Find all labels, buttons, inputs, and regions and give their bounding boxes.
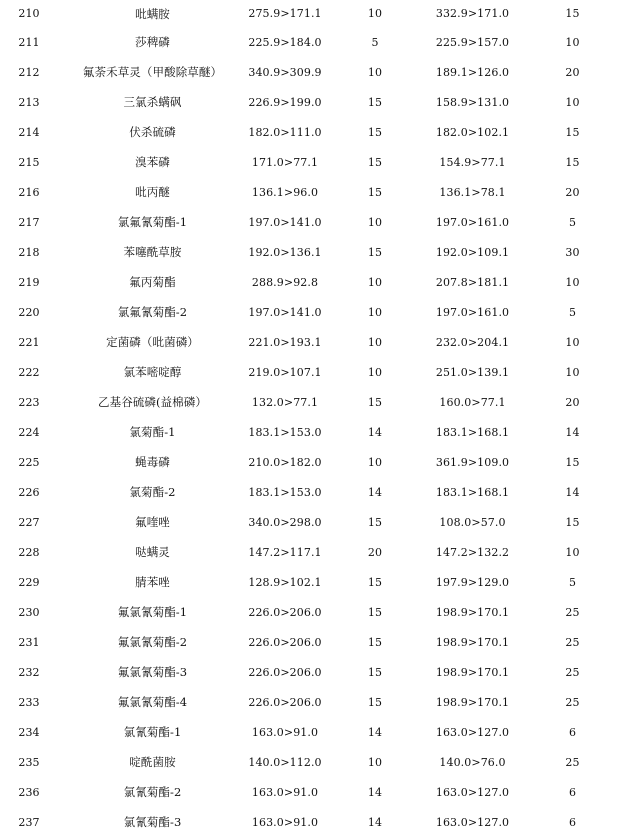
transition-1-cell: 340.9>309.9: [248, 65, 322, 79]
transition-2-cell: 147.2>132.2: [435, 545, 510, 559]
collision-energy-1-cell: 15: [367, 155, 383, 169]
transition-2-cell: 108.0>57.0: [439, 515, 506, 529]
table-row: [0, 417, 623, 447]
compound-name-cell: 哒螨灵: [135, 545, 170, 559]
collision-energy-1-cell: 14: [367, 785, 383, 799]
table-row: [0, 567, 623, 597]
table-row: [0, 147, 623, 177]
collision-energy-1-cell: 10: [367, 215, 383, 229]
collision-energy-1-cell: 14: [367, 725, 383, 739]
table-row: [0, 387, 623, 417]
row-number-cell: 235: [18, 755, 40, 769]
compound-name-cell: 氟氯氰菊酯-3: [117, 665, 188, 679]
collision-energy-2-cell: 25: [565, 605, 580, 619]
table-row: [0, 237, 623, 267]
transition-1-cell: 183.1>153.0: [248, 485, 322, 499]
row-number-cell: 215: [18, 155, 40, 169]
collision-energy-1-cell: 15: [367, 185, 383, 199]
transition-1-cell: 226.9>199.0: [248, 95, 322, 109]
collision-energy-1-cell: 10: [367, 755, 383, 769]
row-number-cell: 219: [18, 275, 40, 289]
collision-energy-2-cell: 10: [565, 275, 580, 289]
row-number-cell: 234: [18, 725, 40, 739]
table-row: [0, 477, 623, 507]
row-number-cell: 221: [18, 335, 40, 349]
transition-2-cell: 189.1>126.0: [435, 65, 510, 79]
transition-2-cell: 154.9>77.1: [439, 155, 506, 169]
collision-energy-1-cell: 15: [367, 125, 383, 139]
compound-name-cell: 氟氯氰菊酯-1: [117, 605, 188, 619]
collision-energy-1-cell: 15: [367, 605, 383, 619]
row-number-cell: 237: [18, 815, 40, 829]
transition-2-cell: 160.0>77.1: [439, 395, 506, 409]
table-row: [0, 0, 623, 27]
collision-energy-2-cell: 5: [568, 575, 577, 589]
row-number-cell: 220: [18, 305, 40, 319]
transition-1-cell: 140.0>112.0: [248, 755, 322, 769]
compound-name-cell: 氯氰菊酯-2: [123, 785, 182, 799]
table-row: [0, 357, 623, 387]
collision-energy-2-cell: 6: [568, 725, 577, 739]
compound-name-cell: 氯氟氰菊酯-2: [117, 305, 188, 319]
transition-2-cell: 163.0>127.0: [435, 815, 510, 829]
compound-name-cell: 定菌磷（吡菌磷）: [106, 335, 199, 349]
compound-name-cell: 三氯杀螨砜: [123, 95, 182, 109]
transition-1-cell: 210.0>182.0: [248, 455, 322, 469]
collision-energy-1-cell: 10: [367, 335, 383, 349]
transition-1-cell: 192.0>136.1: [248, 245, 322, 259]
compound-name-cell: 乙基谷硫磷(益棉磷）: [98, 395, 207, 409]
compound-name-cell: 氟丙菊酯: [129, 275, 176, 289]
row-number-cell: 229: [18, 575, 40, 589]
collision-energy-2-cell: 10: [565, 545, 580, 559]
row-number-cell: 233: [18, 695, 40, 709]
compound-name-cell: 氯菊酯-1: [129, 425, 176, 439]
transition-2-cell: 198.9>170.1: [435, 605, 510, 619]
collision-energy-2-cell: 10: [565, 365, 580, 379]
row-number-cell: 232: [18, 665, 40, 679]
transition-2-cell: 361.9>109.0: [435, 455, 510, 469]
row-number-cell: 223: [18, 395, 40, 409]
compound-name-cell: 氯氰菊酯-3: [123, 815, 182, 829]
row-number-cell: 225: [18, 455, 40, 469]
compound-name-cell: 氯菊酯-2: [129, 485, 176, 499]
collision-energy-2-cell: 25: [565, 635, 580, 649]
collision-energy-1-cell: 20: [367, 545, 383, 559]
transition-2-cell: 163.0>127.0: [435, 725, 510, 739]
transition-2-cell: 140.0>76.0: [439, 755, 506, 769]
compound-name-cell: 啶酰菌胺: [129, 755, 176, 769]
collision-energy-2-cell: 20: [565, 395, 580, 409]
table-row: [0, 717, 623, 747]
table-row: [0, 777, 623, 807]
transition-2-cell: 163.0>127.0: [435, 785, 510, 799]
transition-1-cell: 128.9>102.1: [248, 575, 322, 589]
table-row: [0, 87, 623, 117]
transition-2-cell: 332.9>171.0: [435, 7, 510, 20]
collision-energy-1-cell: 15: [367, 515, 383, 529]
transition-1-cell: 226.0>206.0: [248, 665, 322, 679]
row-number-cell: 230: [18, 605, 40, 619]
collision-energy-1-cell: 15: [367, 575, 383, 589]
table-row: [0, 747, 623, 777]
row-number-cell: 217: [18, 215, 40, 229]
row-number-cell: 236: [18, 785, 40, 799]
compound-name-cell: 吡丙醚: [135, 185, 170, 199]
row-number-cell: 211: [18, 35, 40, 49]
collision-energy-2-cell: 15: [565, 155, 580, 169]
collision-energy-1-cell: 10: [367, 275, 383, 289]
compound-name-cell: 吡螨胺: [135, 6, 170, 21]
collision-energy-1-cell: 10: [367, 455, 383, 469]
row-number-cell: 222: [18, 365, 40, 379]
transition-1-cell: 219.0>107.1: [248, 365, 322, 379]
table-row: [0, 57, 623, 87]
collision-energy-2-cell: 20: [565, 65, 580, 79]
transition-2-cell: 197.0>161.0: [435, 215, 510, 229]
transition-1-cell: 226.0>206.0: [248, 605, 322, 619]
compound-name-cell: 氯氰菊酯-1: [123, 725, 182, 739]
row-number-cell: 231: [18, 635, 40, 649]
collision-energy-2-cell: 15: [565, 455, 580, 469]
transition-1-cell: 163.0>91.0: [251, 725, 319, 739]
transition-1-cell: 340.0>298.0: [248, 515, 322, 529]
collision-energy-2-cell: 10: [565, 335, 580, 349]
collision-energy-2-cell: 5: [568, 305, 577, 319]
collision-energy-1-cell: 15: [367, 635, 383, 649]
collision-energy-2-cell: 6: [568, 815, 577, 829]
transition-2-cell: 197.0>161.0: [435, 305, 510, 319]
row-number-cell: 212: [18, 65, 40, 79]
collision-energy-2-cell: 14: [565, 425, 580, 439]
collision-energy-2-cell: 15: [565, 7, 580, 20]
compound-name-cell: 莎稗磷: [135, 35, 170, 49]
transition-2-cell: 158.9>131.0: [435, 95, 510, 109]
row-number-cell: 227: [18, 515, 40, 529]
transition-2-cell: 183.1>168.1: [435, 425, 510, 439]
collision-energy-2-cell: 10: [565, 35, 580, 49]
collision-energy-1-cell: 10: [367, 7, 383, 20]
collision-energy-2-cell: 25: [565, 695, 580, 709]
collision-energy-2-cell: 30: [565, 245, 580, 259]
collision-energy-2-cell: 5: [568, 215, 577, 229]
transition-1-cell: 226.0>206.0: [248, 695, 322, 709]
transition-1-cell: 225.9>184.0: [248, 35, 322, 49]
collision-energy-2-cell: 25: [565, 755, 580, 769]
collision-energy-1-cell: 15: [367, 665, 383, 679]
table-row: [0, 177, 623, 207]
collision-energy-1-cell: 14: [367, 485, 383, 499]
compound-name-cell: 氟喹唑: [135, 515, 170, 529]
collision-energy-1-cell: 10: [367, 65, 383, 79]
collision-energy-1-cell: 10: [367, 305, 383, 319]
compound-name-cell: 氯苯嘧啶醇: [123, 365, 182, 379]
collision-energy-2-cell: 14: [565, 485, 580, 499]
collision-energy-2-cell: 10: [565, 95, 580, 109]
collision-energy-1-cell: 15: [367, 395, 383, 409]
transition-2-cell: 198.9>170.1: [435, 695, 510, 709]
collision-energy-1-cell: 14: [367, 425, 383, 439]
compound-name-cell: 腈苯唑: [135, 575, 170, 589]
transition-2-cell: 183.1>168.1: [435, 485, 510, 499]
transition-1-cell: 147.2>117.1: [248, 545, 322, 559]
table-row: [0, 297, 623, 327]
transition-1-cell: 288.9>92.8: [251, 275, 319, 289]
collision-energy-1-cell: 15: [367, 695, 383, 709]
row-number-cell: 210: [18, 7, 40, 20]
table-row: [0, 447, 623, 477]
transition-1-cell: 275.9>171.1: [248, 7, 322, 20]
transition-2-cell: 197.9>129.0: [435, 575, 510, 589]
transition-1-cell: 163.0>91.0: [251, 785, 319, 799]
row-number-cell: 216: [18, 185, 40, 199]
collision-energy-1-cell: 15: [367, 95, 383, 109]
collision-energy-1-cell: 14: [367, 815, 383, 829]
transition-2-cell: 232.0>204.1: [435, 335, 510, 349]
compound-name-cell: 蝇毒磷: [135, 455, 170, 469]
transition-1-cell: 226.0>206.0: [248, 635, 322, 649]
collision-energy-2-cell: 15: [565, 125, 580, 139]
table-row: [0, 537, 623, 567]
row-number-cell: 226: [18, 485, 40, 499]
transition-1-cell: 183.1>153.0: [248, 425, 322, 439]
collision-energy-1-cell: 5: [371, 35, 379, 49]
transition-2-cell: 136.1>78.1: [439, 185, 506, 199]
transition-1-cell: 132.0>77.1: [251, 395, 319, 409]
compound-name-cell: 氟氯氰菊酯-4: [117, 695, 188, 709]
collision-energy-2-cell: 20: [565, 185, 580, 199]
transition-2-cell: 251.0>139.1: [435, 365, 510, 379]
transition-1-cell: 171.0>77.1: [251, 155, 319, 169]
compound-name-cell: 氟氯氰菊酯-2: [117, 635, 188, 649]
transition-2-cell: 198.9>170.1: [435, 665, 510, 679]
transition-1-cell: 197.0>141.0: [248, 215, 322, 229]
table-row: [0, 327, 623, 357]
transition-2-cell: 192.0>109.1: [435, 245, 510, 259]
table-row: [0, 27, 623, 57]
table-row: [0, 207, 623, 237]
transition-2-cell: 182.0>102.1: [435, 125, 510, 139]
table-row: [0, 597, 623, 627]
table-row: [0, 657, 623, 687]
transition-2-cell: 198.9>170.1: [435, 635, 510, 649]
table-row: [0, 117, 623, 147]
compound-name-cell: 伏杀硫磷: [129, 125, 176, 139]
collision-energy-2-cell: 25: [565, 665, 580, 679]
transition-2-cell: 225.9>157.0: [435, 35, 510, 49]
collision-energy-1-cell: 10: [367, 365, 383, 379]
transition-1-cell: 163.0>91.0: [251, 815, 319, 829]
collision-energy-2-cell: 15: [565, 515, 580, 529]
compound-name-cell: 氯氟氰菊酯-1: [117, 215, 188, 229]
collision-energy-2-cell: 6: [568, 785, 577, 799]
table-row: [0, 267, 623, 297]
row-number-cell: 224: [18, 425, 40, 439]
transition-1-cell: 221.0>193.1: [248, 335, 322, 349]
table-row: [0, 687, 623, 717]
transition-1-cell: 197.0>141.0: [248, 305, 322, 319]
table-row: [0, 507, 623, 537]
row-number-cell: 213: [18, 95, 40, 109]
transition-1-cell: 182.0>111.0: [248, 125, 322, 139]
collision-energy-1-cell: 15: [367, 245, 383, 259]
row-number-cell: 228: [18, 545, 40, 559]
table-row: [0, 627, 623, 657]
compound-name-cell: 溴苯磷: [135, 155, 170, 169]
compound-name-cell: 苯噻酰草胺: [123, 245, 182, 259]
transition-1-cell: 136.1>96.0: [251, 185, 319, 199]
row-number-cell: 218: [18, 245, 40, 259]
compound-name-cell: 氟荼禾草灵（甲酸除草醚）: [82, 65, 223, 79]
row-number-cell: 214: [18, 125, 40, 139]
transition-2-cell: 207.8>181.1: [435, 275, 510, 289]
